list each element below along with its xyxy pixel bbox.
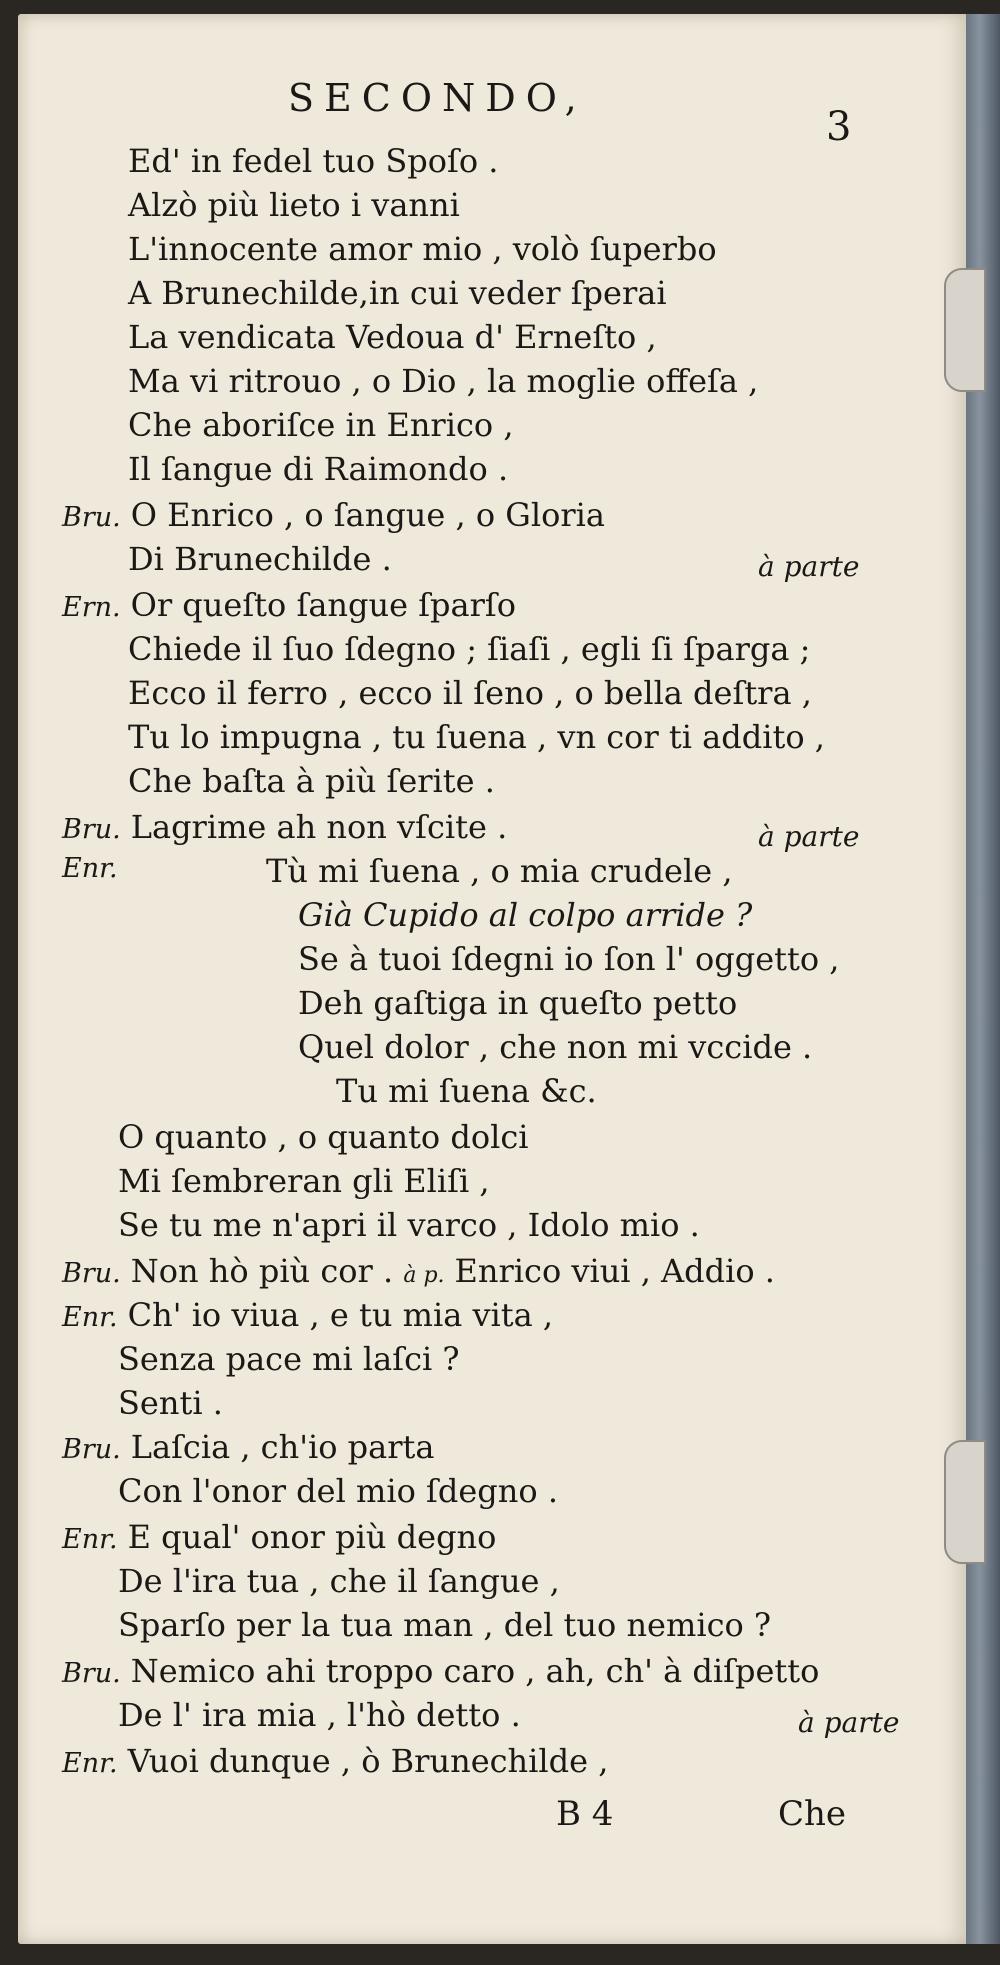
speaker-label: Bru. [62,1258,121,1289]
verse-line: De l' ira mia , l'hò detto . [118,1696,521,1734]
speech-line [62,1742,608,1783]
verse-line: Mi ſembreran gli Eliſi , [118,1162,490,1200]
verse-line: Alzò più lieto i vanni [128,186,460,224]
running-header: SECONDO, [288,76,587,120]
verse-line: L'innocente amor mio , volò ſuperbo [128,230,717,268]
verse-text: Enrico viui , Addio . [454,1252,775,1290]
verse-text: Ch' io viua , e tu mia vita , [127,1296,554,1334]
aria-line: Quel dolor , che non mi vccide . [298,1028,813,1066]
verse-text: Or queſto ſangue ſparſo [130,586,517,624]
verse-line: Sparſo per la tua man , del tuo nemico ? [118,1606,772,1644]
binding-clip [944,268,986,392]
speech-line [62,1252,775,1295]
speaker-label: Bru. [62,1434,121,1465]
verse-line: A Brunechilde,in cui veder ſperai [128,274,667,312]
stage-direction: à parte [758,550,860,583]
book-page [18,14,970,1944]
speaker-label: Enr. [62,853,118,884]
speech-line [62,586,516,627]
verse-line: Ma vi ritrouo , o Dio , la moglie offeſa , [128,362,759,400]
speaker-label: Bru. [62,502,121,533]
verse-line: O quanto , o quanto dolci [118,1118,529,1156]
verse-line: Ed' in fedel tuo Spoſo . [128,142,499,180]
speech-line [62,496,605,537]
verse-line: Con l'onor del mio ſdegno . [118,1472,558,1510]
verse-text: Lagrime ah non vſcite . [130,808,508,846]
signature-mark: B 4 [556,1794,614,1834]
verse-line: Ecco il ferro , ecco il ſeno , o bella deſtra , [128,674,812,712]
verse-text: Nemico ahi troppo caro , ah, ch' à diſpetto [130,1652,820,1690]
aria-line: Se à tuoi ſdegni io ſon l' oggetto , [298,940,840,978]
aria-line: Tù mi ſuena , o mia crudele , [266,852,733,890]
verse-line: La vendicata Vedoua d' Erneſto , [128,318,657,356]
stage-direction: à parte [758,820,860,853]
verse-text: E qual' onor più degno [127,1518,497,1556]
aria-line: Tu mi ſuena &c. [336,1072,597,1110]
catchword: Che [778,1794,847,1834]
verse-line: Di Brunechilde . [128,540,392,578]
verse-line: Senti . [118,1384,223,1422]
aria-line: Deh gaſtiga in queſto petto [298,984,738,1022]
speaker-label: Enr. [62,1302,118,1333]
verse-line: Tu lo impugna , tu ſuena , vn cor ti addito , [128,718,825,756]
speaker-label: Enr. [62,1524,118,1555]
verse-line: Chiede il ſuo ſdegno ; ſiaſi , egli ſi ſparga ; [128,630,811,668]
speaker-label: Bru. [62,1658,121,1689]
speech-line [62,1652,819,1693]
speaker-label: Bru. [62,814,121,845]
verse-text: Vuoi dunque , ò Brunechilde , [127,1742,609,1780]
speaker-label: Ern. [62,592,121,623]
speech-line [62,1428,434,1469]
verse-text: O Enrico , o ſangue , o Gloria [130,496,605,534]
speech-line [62,1518,496,1559]
stage-direction: à parte [798,1706,900,1739]
verse-line: Se tu me n'apri il varco , Idolo mio . [118,1206,700,1244]
verse-text: Non hò più cor . [130,1252,394,1290]
speech-line [62,808,507,849]
verse-line: Che baſta à più ſerite . [128,762,495,800]
verse-line: Che aboriſce in Enrico , [128,406,514,444]
verse-text: Laſcia , ch'io parta [130,1428,435,1466]
speech-line [62,1296,553,1337]
stage-direction: à p. [403,1263,445,1288]
speaker-label: Enr. [62,1748,118,1779]
verse-line: Il ſangue di Raimondo . [128,450,509,488]
verse-line: De l'ira tua , che il ſangue , [118,1562,560,1600]
binding-clip [944,1440,986,1564]
verse-line: Senza pace mi laſci ? [118,1340,460,1378]
page-number: 3 [826,104,852,150]
aria-line: Già Cupido al colpo arride ? [298,896,753,934]
